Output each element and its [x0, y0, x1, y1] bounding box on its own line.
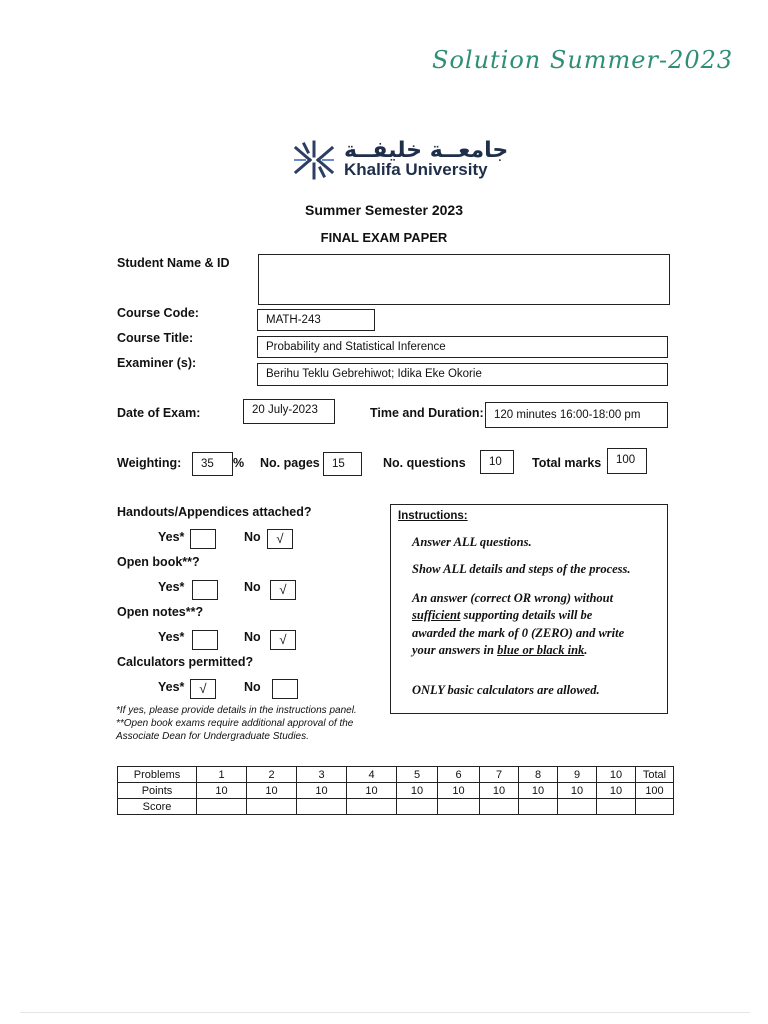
note-open-book: **Open book exams require additional approval of the [116, 718, 354, 729]
table-cell: 10 [438, 783, 480, 799]
student-name-field[interactable] [258, 254, 670, 305]
table-cell: 6 [438, 767, 480, 783]
table-cell[interactable] [519, 799, 558, 815]
table-cell: 10 [397, 783, 438, 799]
course-title-field[interactable]: Probability and Statistical Inference [257, 336, 668, 358]
time-field[interactable]: 120 minutes 16:00-18:00 pm [485, 402, 668, 428]
table-cell: 100 [636, 783, 674, 799]
instruction-without-details-1: An answer (correct OR wrong) without [412, 591, 614, 605]
instruction-without-details-3: awarded the mark of 0 (ZERO) and write [412, 626, 625, 640]
row-header-cell: Points [118, 783, 197, 799]
points-row [118, 783, 674, 799]
marks-label: Total marks [532, 456, 602, 470]
period-text: . [584, 643, 588, 657]
score-row [118, 799, 674, 815]
table-cell: 5 [397, 767, 438, 783]
handouts-yes-checkbox[interactable] [190, 529, 216, 549]
note-associate-dean: Associate Dean for Undergraduate Studies. [116, 731, 309, 742]
table-cell: 2 [247, 767, 297, 783]
pages-label: No. pages [260, 456, 320, 470]
table-cell: 10 [519, 783, 558, 799]
supporting-text: supporting details will be [460, 608, 593, 622]
open-book-yes-checkbox[interactable] [192, 580, 218, 600]
instruction-show-details: Show ALL details and steps of the process. [412, 562, 631, 576]
logo-arabic-text: جامعــة خليفــة [344, 138, 509, 163]
table-cell: Total [636, 767, 674, 783]
examiner-field[interactable]: Berihu Teklu Gebrehiwot; Idika Eke Okorie [257, 363, 668, 386]
table-cell: 8 [519, 767, 558, 783]
ink-color-text: blue or black ink [497, 643, 585, 657]
handwritten-note: Solution Summer-2023 [432, 46, 734, 74]
instruction-calculators: ONLY basic calculators are allowed. [412, 683, 600, 697]
calculators-yes-label: Yes* [158, 680, 185, 694]
instructions-title: Instructions: [398, 510, 468, 522]
questions-label: No. questions [383, 456, 466, 470]
calculators-no-checkbox[interactable] [272, 679, 298, 699]
course-title-label: Course Title: [117, 331, 194, 345]
handouts-no-checkbox[interactable]: √ [267, 529, 293, 549]
weighting-label: Weighting: [117, 456, 182, 470]
student-name-value [259, 255, 275, 275]
calculators-no-label: No [244, 680, 261, 694]
calculators-yes-checkbox[interactable]: √ [190, 679, 216, 699]
table-cell: 10 [347, 783, 397, 799]
table-cell: 3 [297, 767, 347, 783]
open-notes-yes-label: Yes* [158, 630, 185, 644]
table-cell: 10 [480, 783, 519, 799]
handouts-no-label: No [244, 530, 261, 544]
open-book-label: Open book**? [117, 555, 200, 569]
table-cell: 7 [480, 767, 519, 783]
table-cell[interactable] [347, 799, 397, 815]
table-cell[interactable] [636, 799, 674, 815]
score-table [117, 766, 674, 815]
instruction-without-details-2 [412, 606, 592, 624]
table-cell: 4 [347, 767, 397, 783]
open-notes-no-checkbox[interactable]: √ [270, 630, 296, 650]
time-label: Time and Duration: [370, 406, 484, 420]
date-label: Date of Exam: [117, 406, 201, 420]
row-header-cell: Problems [118, 767, 197, 783]
semester-title: Summer Semester 2023 [305, 202, 463, 218]
course-code-label: Course Code: [117, 306, 199, 320]
handouts-yes-label: Yes* [158, 530, 185, 544]
instruction-answer-all: Answer ALL questions. [412, 535, 532, 549]
note-if-yes: *If yes, please provide details in the instructions panel. [116, 705, 357, 716]
logo-english-text: Khalifa University [344, 160, 488, 179]
examiner-label: Examiner (s): [117, 356, 197, 370]
table-cell: 1 [197, 767, 247, 783]
weighting-unit: % [233, 456, 245, 470]
open-notes-yes-checkbox[interactable] [192, 630, 218, 650]
instruction-without-details-4 [412, 641, 587, 659]
table-cell[interactable] [297, 799, 347, 815]
table-cell: 10 [247, 783, 297, 799]
sufficient-word: sufficient [412, 608, 461, 622]
university-logo-icon [292, 140, 336, 180]
table-cell[interactable] [197, 799, 247, 815]
table-cell[interactable] [480, 799, 519, 815]
table-cell[interactable] [558, 799, 597, 815]
row-header-cell: Score [118, 799, 197, 815]
date-field[interactable]: 20 July-2023 [243, 399, 335, 424]
handouts-label: Handouts/Appendices attached? [117, 505, 312, 519]
marks-field[interactable]: 100 [607, 448, 647, 474]
course-code-field[interactable]: MATH-243 [257, 309, 375, 331]
problems-row [118, 767, 674, 783]
calculators-label: Calculators permitted? [117, 655, 254, 669]
weighting-field[interactable]: 35 [192, 452, 233, 476]
open-book-yes-label: Yes* [158, 580, 185, 594]
table-cell[interactable] [247, 799, 297, 815]
open-notes-no-label: No [244, 630, 261, 644]
table-cell: 10 [197, 783, 247, 799]
student-name-label: Student Name & ID [117, 256, 230, 270]
table-cell[interactable] [597, 799, 636, 815]
answers-in-text: your answers in [412, 643, 498, 657]
table-cell: 10 [558, 783, 597, 799]
open-notes-label: Open notes**? [117, 605, 204, 619]
page-bottom-edge [20, 1012, 750, 1013]
table-cell[interactable] [397, 799, 438, 815]
table-cell[interactable] [438, 799, 480, 815]
questions-field[interactable]: 10 [480, 450, 514, 474]
table-cell: 9 [558, 767, 597, 783]
open-book-no-checkbox[interactable]: √ [270, 580, 296, 600]
open-book-no-label: No [244, 580, 261, 594]
table-cell: 10 [597, 767, 636, 783]
table-cell: 10 [597, 783, 636, 799]
pages-field[interactable]: 15 [323, 452, 362, 476]
paper-type-title: FINAL EXAM PAPER [320, 230, 448, 245]
table-cell: 10 [297, 783, 347, 799]
